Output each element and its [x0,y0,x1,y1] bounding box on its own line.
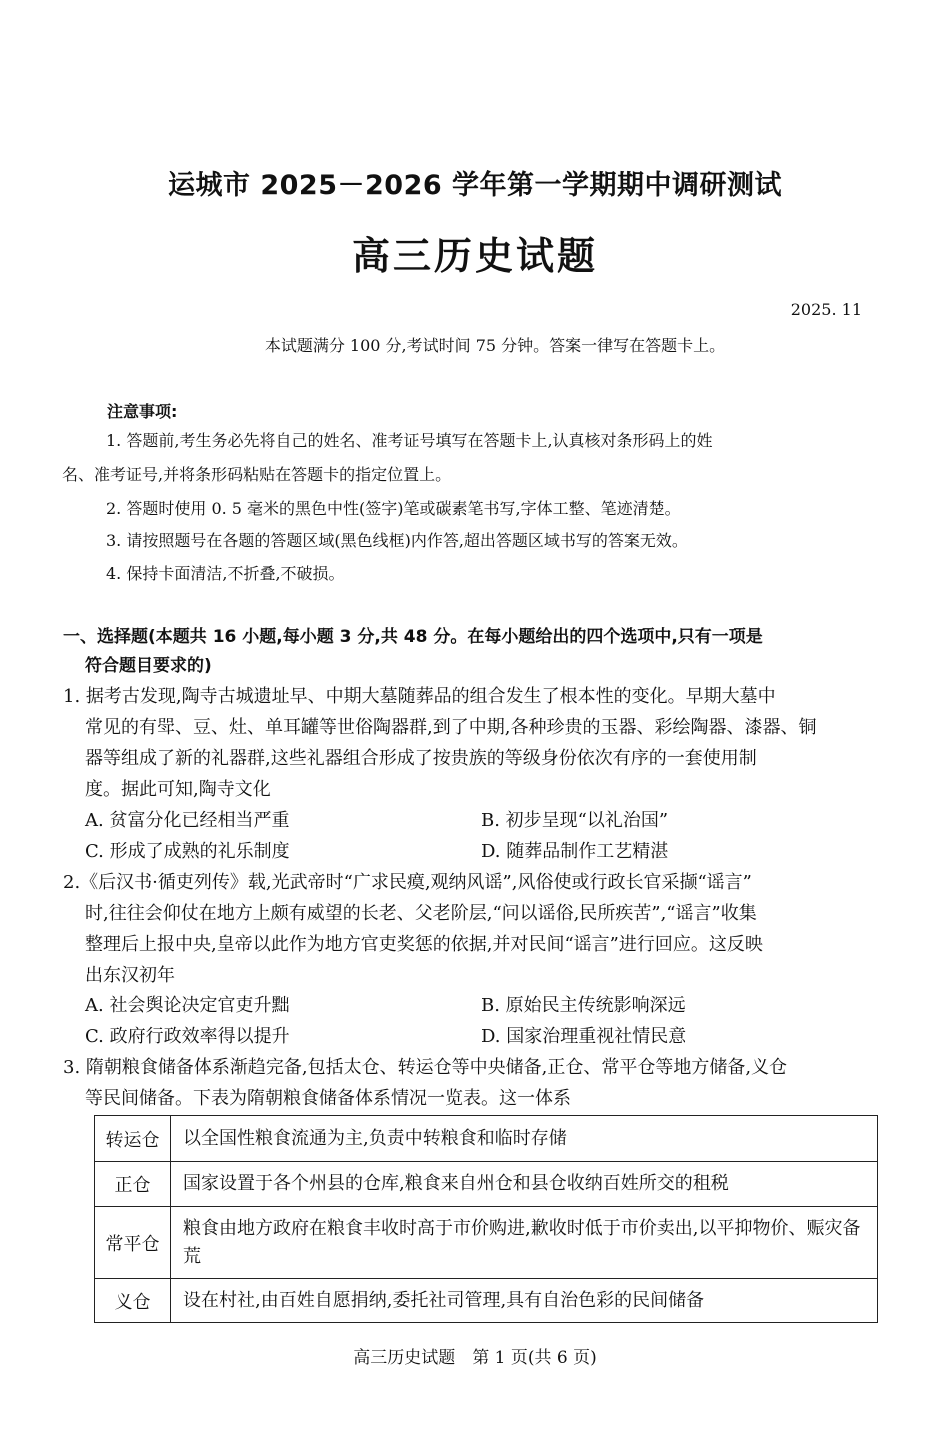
table-row [95,1116,878,1162]
q2-stem-line-3: 整理后上报中央,皇帝以此作为地方官吏奖惩的依据,并对民间“谣言”进行回应。这反映 [85,934,763,955]
q3-stem-line-2: 等民间储备。下表为隋朝粮食储备体系情况一览表。这一体系 [85,1088,571,1109]
q3-stem-line-1: 3. 隋朝粮食储备体系渐趋完备,包括太仓、转运仓等中央储备,正仓、常平仓等地方储备,义仓 [63,1057,788,1078]
granary-description: 粮食由地方政府在粮食丰收时高于市价购进,歉收时低于市价卖出,以平抑物价、赈灾备荒 [171,1207,878,1279]
notice-item-1-line-2: 名、准考证号,并将条形码粘贴在答题卡的指定位置上。 [62,465,452,484]
q2-stem-line-4: 出东汉初年 [85,965,175,986]
notice-item-3: 3. 请按照题号在各题的答题区域(黑色线框)内作答,超出答题区域书写的答案无效。 [106,531,688,550]
granary-name: 正仓 [95,1162,171,1207]
granary-name: 常平仓 [95,1207,171,1279]
table-row [95,1162,878,1207]
q1-stem-line-3: 器等组成了新的礼器群,这些礼器组合形成了按贵族的等级身份依次有序的一套使用制 [85,748,757,769]
section-heading-line-1: 一、选择题(本题共 16 小题,每小题 3 分,共 48 分。在每小题给出的四个选项中,只有一项是 [63,627,763,647]
section-heading-line-2: 符合题目要求的) [85,656,212,676]
notice-item-1-line-1: 1. 答题前,考生务必先将自己的姓名、准考证号填写在答题卡上,认真核对条形码上的姓 [106,431,713,450]
exam-date: 2025. 11 [790,300,862,319]
q2-option-d: D. 国家治理重视社情民意 [481,1026,687,1047]
q2-stem-line-2: 时,往往会仰仗在地方上颇有威望的长老、父老阶层,“问以谣俗,民所疾苦”,“谣言”收集 [85,903,757,924]
q2-option-b: B. 原始民主传统影响深远 [481,995,686,1016]
q2-option-c: C. 政府行政效率得以提升 [85,1026,290,1047]
q1-stem-line-1: 1. 据考古发现,陶寺古城遗址早、中期大墓随葬品的组合发生了根本性的变化。早期大墓中 [63,686,776,707]
q1-option-c: C. 形成了成熟的礼乐制度 [85,841,290,862]
table-row [95,1207,878,1279]
table-row [95,1279,878,1323]
q1-stem-line-2: 常见的有斝、豆、灶、单耳罐等世俗陶器群,到了中期,各种珍贵的玉器、彩绘陶器、漆器、铜 [85,717,817,738]
q2-stem-line-1: 2.《后汉书·循吏列传》载,光武帝时“广求民瘼,观纳风谣”,风俗使或行政长官采撷“谣言” [63,872,752,893]
q1-option-d: D. 随葬品制作工艺精湛 [481,841,669,862]
q1-option-b: B. 初步呈现“以礼治国” [481,810,669,831]
notice-heading: 注意事项: [107,402,178,421]
exam-info: 本试题满分 100 分,考试时间 75 分钟。答案一律写在答题卡上。 [264,336,726,355]
granary-name: 义仓 [95,1279,171,1323]
granary-description: 国家设置于各个州县的仓库,粮食来自州仓和县仓收纳百姓所交的租税 [171,1162,878,1207]
granary-name: 转运仓 [95,1116,171,1162]
granary-description: 设在村社,由百姓自愿捐纳,委托社司管理,具有自治色彩的民间储备 [171,1279,878,1323]
granary-table [94,1115,878,1323]
subject-title: 高三历史试题 [351,234,598,278]
q2-option-a: A. 社会舆论决定官吏升黜 [85,995,290,1016]
notice-item-2: 2. 答题时使用 0. 5 毫米的黑色中性(签字)笔或碳素笔书写,字体工整、笔迹清楚。 [106,499,681,518]
q1-option-a: A. 贫富分化已经相当严重 [85,810,290,831]
granary-description: 以全国性粮食流通为主,负责中转粮食和临时存储 [171,1116,878,1162]
q1-stem-line-4: 度。据此可知,陶寺文化 [85,779,271,800]
exam-title: 运城市 2025－2026 学年第一学期期中调研测试 [167,170,783,201]
page-footer: 高三历史试题 第 1 页(共 6 页) [353,1348,597,1368]
notice-item-4: 4. 保持卡面清洁,不折叠,不破损。 [106,564,345,583]
